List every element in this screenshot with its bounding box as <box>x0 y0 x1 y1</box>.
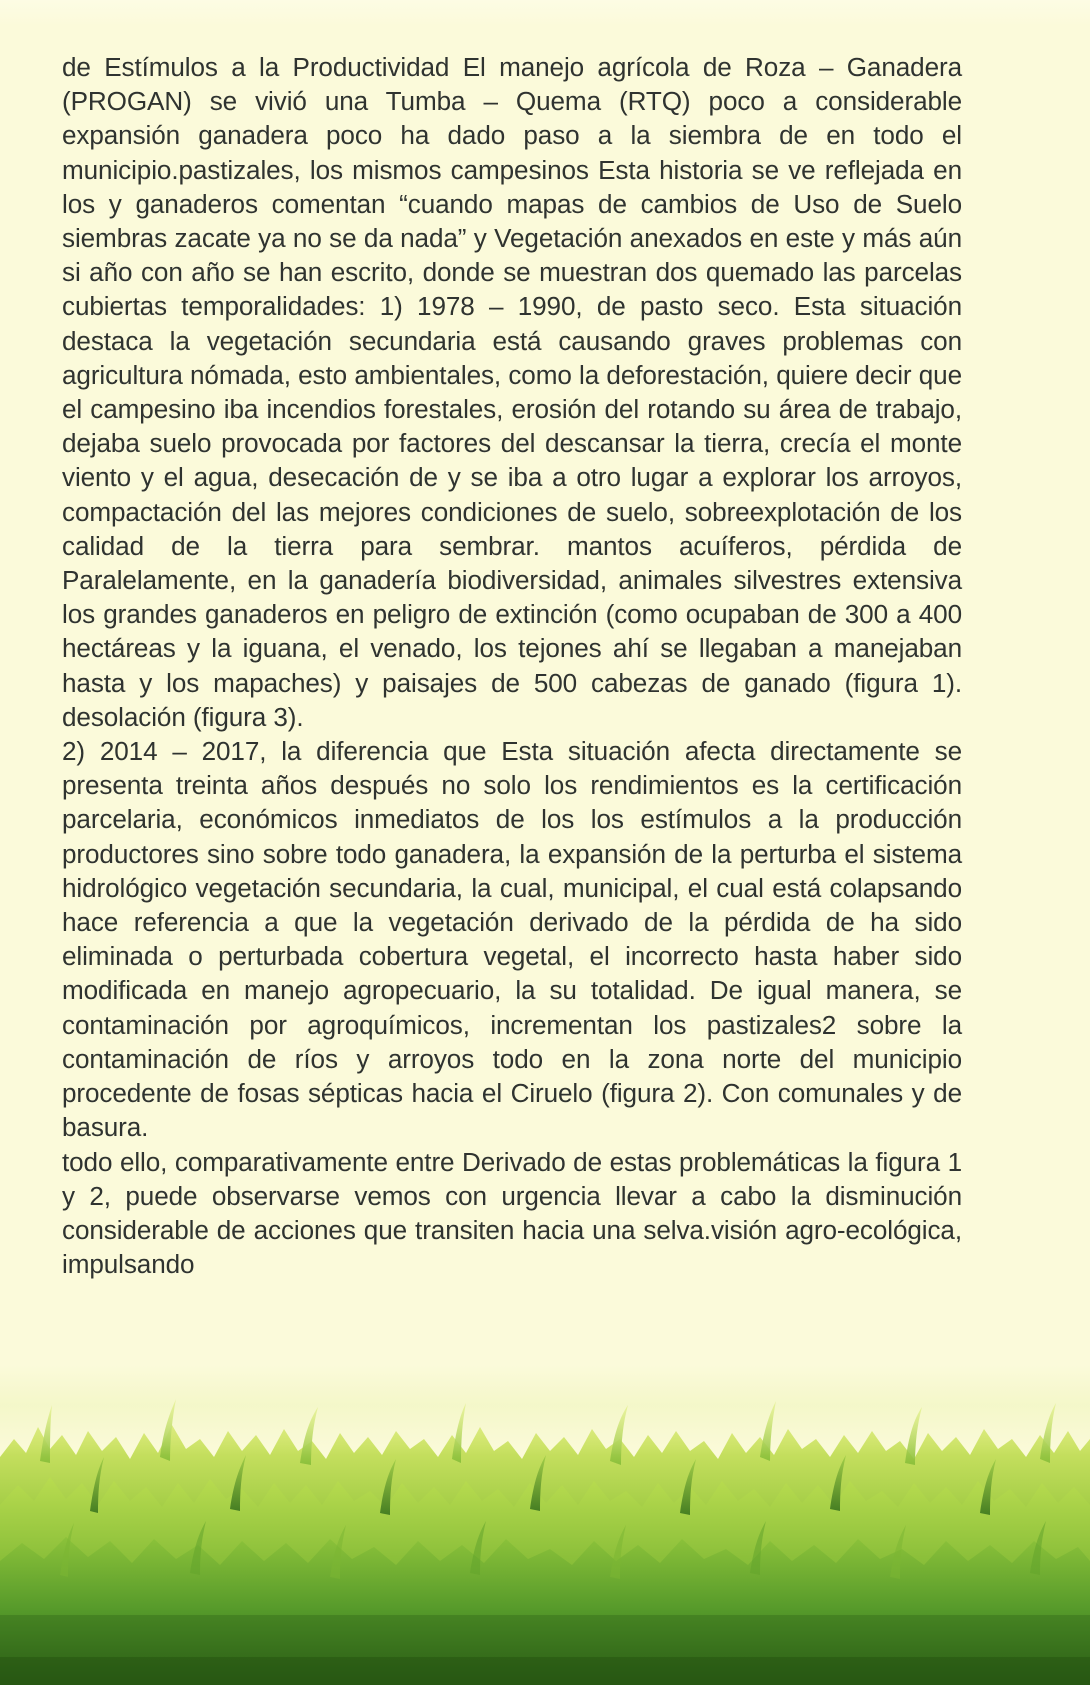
body-paragraph-1: de Estímulos a la Productividad El manejo agrícola de Roza – Ganadera (PROGAN) se vivió una Tumba – Quema (RTQ) poco a considerable expansión ganadera poco ha dado paso a la siembra de en todo el municipio.pastizales, los mismos campesinos Esta historia se ve reflejada en los y ganaderos comentan “cuando mapas de cambios de Uso de Suelo siembras zacate ya no se da nada” y Vegetación anexados en este y más aún si año con año se han escrito, donde se muestran dos quemado las parcelas cubiertas temporalidades: 1) 1978 – 1990, de pasto seco. Esta situación destaca la vegetación secundaria está causando graves problemas con agricultura nómada, esto ambientales, como la deforestación, quiere decir que el campesino iba incendios forestales, erosión del rotando su área de trabajo, dejaba suelo provocada por factores del descansar la tierra, crecía el monte viento y el agua, desecación de y se iba a otro lugar a explorar los arroyos, compactación del las mejores condiciones de suelo, sobreexplotación de los calidad de la tierra para sembrar. mantos acuíferos, pérdida de Paralelamente, en la ganadería biodiversidad, animales silvestres extensiva los grandes ganaderos en peligro de extinción (como ocupaban de 300 a 400 hectáreas y la iguana, el venado, los tejones ahí se llegaban a manejaban hasta y los mapaches) y paisajes de 500 cabezas de ganado (figura 1). desolación (figura 3). <box>62 52 962 732</box>
body-paragraph-2: 2) 2014 – 2017, la diferencia que Esta situación afecta directamente se presenta treinta años después no solo los rendimientos es la certificación parcelaria, económicos inmediatos de los los estímulos a la producción productores sino sobre todo ganadera, la expansión de la perturba el sistema hidrológico vegetación secundaria, la cual, municipal, el cual está colapsando hace referencia a que la vegetación derivado de la pérdida de ha sido eliminada o perturbada cobertura vegetal, el incorrecto hasta haber sido modificada en manejo agropecuario, la su totalidad. De igual manera, se contaminación por agroquímicos, incrementan los pastizales2 sobre la contaminación de ríos y arroyos todo en la zona norte del municipio procedente de fosas sépticas hacia el Ciruelo (figura 2). Con comunales y de basura. <box>62 736 962 1143</box>
grass-footer-band <box>0 1365 1090 1685</box>
grass-illustration <box>0 1365 1090 1685</box>
body-paragraph-3: todo ello, comparativamente entre Derivado de estas problemáticas la figura 1 y 2, puede observarse vemos con urgencia llevar a cabo la disminución considerable de acciones que transiten hacia una selva.visión agro-ecológica, impulsando <box>62 1146 962 1280</box>
document-body <box>62 50 962 1281</box>
